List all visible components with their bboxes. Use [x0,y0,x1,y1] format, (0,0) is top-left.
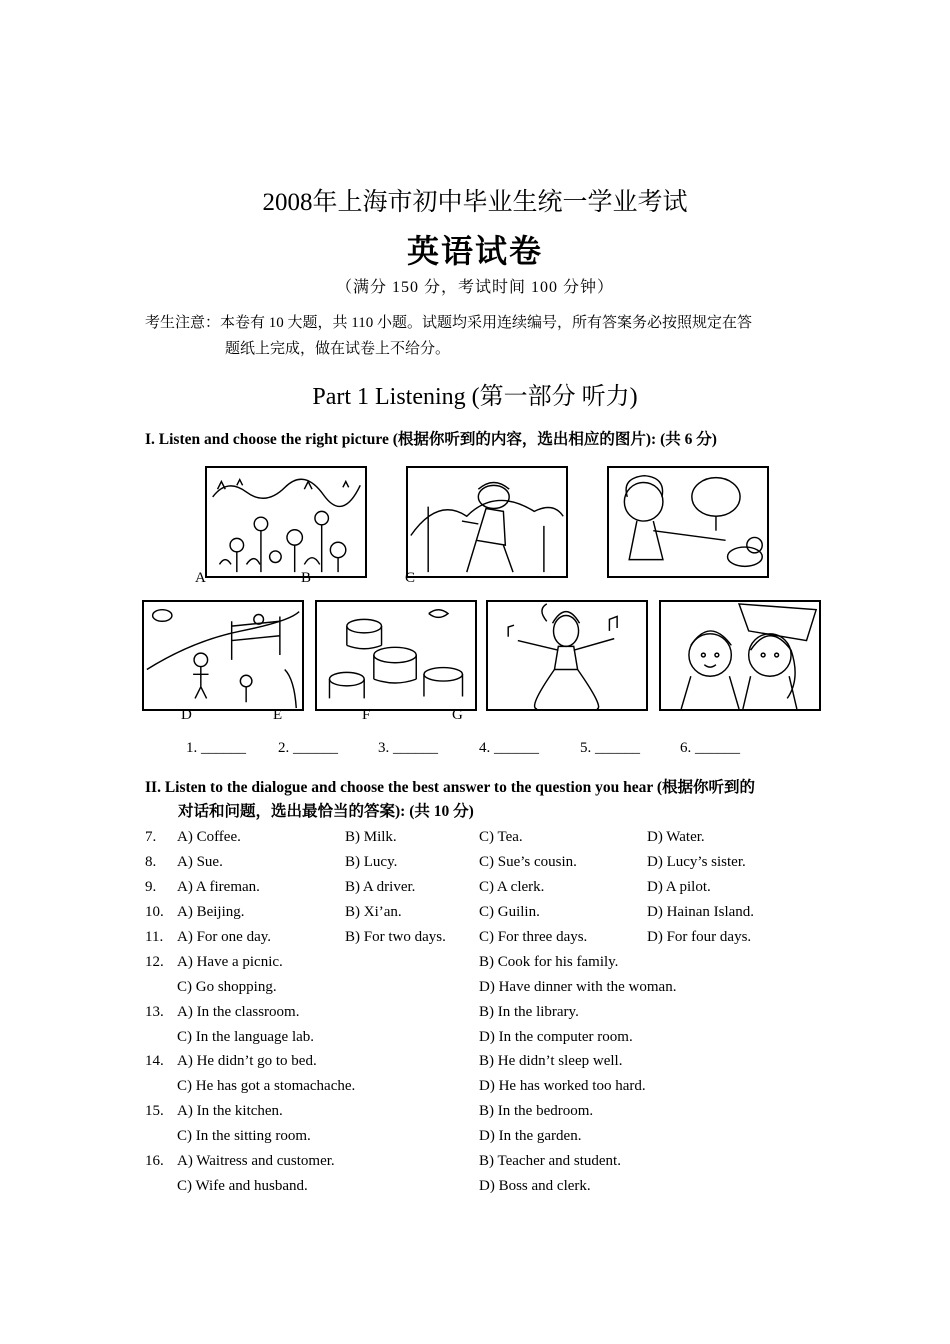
option-b: B) For two days. [345,929,446,945]
option-b: B) A driver. [345,879,416,895]
section-2-heading-line-1: II. Listen to the dialogue and choose the best answer to the question you hear (根据你听到的 [145,779,755,796]
option-a: A) A fireman. [177,879,260,895]
answer-blank-5: 5. ______ [580,740,640,756]
option-a: A) Have a picnic. [177,954,283,970]
answer-blank-4: 4. ______ [479,740,539,756]
picture-girl-dog [607,466,769,578]
question-number: 12. [145,954,164,970]
answer-blank-1: 1. ______ [186,740,246,756]
option-a: A) In the classroom. [177,1004,300,1020]
option-a: A) He didn’t go to bed. [177,1053,317,1069]
answer-blank-3: 3. ______ [378,740,438,756]
question-number: 11. [145,929,164,945]
option-c: C) In the language lab. [177,1029,315,1045]
option-d: D) In the computer room. [479,1029,633,1045]
picture-hiker [406,466,568,578]
picture-label-e: E [273,707,283,723]
option-d: D) In the garden. [479,1128,582,1144]
option-d: D) Lucy’s sister. [647,854,746,870]
picture-label-d: D [181,707,192,723]
option-a: A) For one day. [177,929,272,945]
section-2-heading-line-2: 对话和问题，选出最恰当的答案): (共 10 分) [178,803,474,820]
option-a: A) Sue. [177,854,223,870]
option-b: B) Teacher and student. [479,1153,621,1169]
notice-line-2: 题纸上完成，做在试卷上不给分。 [225,341,451,357]
exam-title: 2008年上海市初中毕业生统一学业考试 [262,189,688,216]
exam-info: （满分 150 分，考试时间 100 分钟） [335,279,614,296]
question-number: 16. [145,1153,164,1169]
option-b: B) Xi’an. [345,904,402,920]
picture-label-f: F [362,707,371,723]
picture-two-girls [659,600,821,711]
option-c: C) A clerk. [479,879,545,895]
subject-title: 英语试卷 [406,233,543,269]
question-number: 8. [145,854,157,870]
option-b: B) Lucy. [345,854,398,870]
option-c: C) Guilin. [479,904,540,920]
picture-tree-stumps [315,600,477,711]
option-a: A) In the kitchen. [177,1103,283,1119]
option-a: A) Coffee. [177,829,241,845]
option-b: B) In the bedroom. [479,1103,594,1119]
section-2-heading [145,776,825,824]
question-number: 13. [145,1004,164,1020]
option-b: B) Cook for his family. [479,954,619,970]
picture-flowers [205,466,367,578]
option-d: D) He has worked too hard. [479,1078,646,1094]
picture-label-g: G [452,707,463,723]
option-b: B) Milk. [345,829,397,845]
answer-blank-6: 6. ______ [680,740,740,756]
option-d: D) Hainan Island. [647,904,755,920]
option-c: C) Tea. [479,829,523,845]
option-c: C) Go shopping. [177,979,277,995]
option-b: B) In the library. [479,1004,579,1020]
notice [145,310,825,362]
question-number: 9. [145,879,157,895]
picture-label-a: A [195,570,206,586]
option-a: A) Waitress and customer. [177,1153,335,1169]
part-heading: Part 1 Listening (第一部分 听力) [312,384,638,410]
option-d: D) For four days. [647,929,752,945]
option-c: C) For three days. [479,929,588,945]
option-d: D) Boss and clerk. [479,1178,591,1194]
option-c: C) He has got a stomachache. [177,1078,356,1094]
question-number: 7. [145,829,157,845]
option-b: B) He didn’t sleep well. [479,1053,623,1069]
question-number: 10. [145,904,164,920]
section-1-heading: I. Listen and choose the right picture (根据你听到的内容，选出相应的图片): (共 6 分) [145,431,717,448]
picture-label-c: C [405,570,416,586]
option-d: D) Have dinner with the woman. [479,979,677,995]
option-c: C) Sue’s cousin. [479,854,577,870]
question-number: 14. [145,1053,164,1069]
option-a: A) Beijing. [177,904,245,920]
answer-blank-2: 2. ______ [278,740,338,756]
picture-beach-volleyball [142,600,304,711]
option-d: D) A pilot. [647,879,711,895]
option-c: C) Wife and husband. [177,1178,308,1194]
picture-dancing-girl [486,600,648,711]
picture-label-b: B [301,570,312,586]
question-number: 15. [145,1103,164,1119]
option-d: D) Water. [647,829,705,845]
notice-line-1: 考生注意：本卷有 10 大题，共 110 小题。试题均采用连续编号，所有答案务必按照规定在答 [145,315,752,331]
option-c: C) In the sitting room. [177,1128,311,1144]
